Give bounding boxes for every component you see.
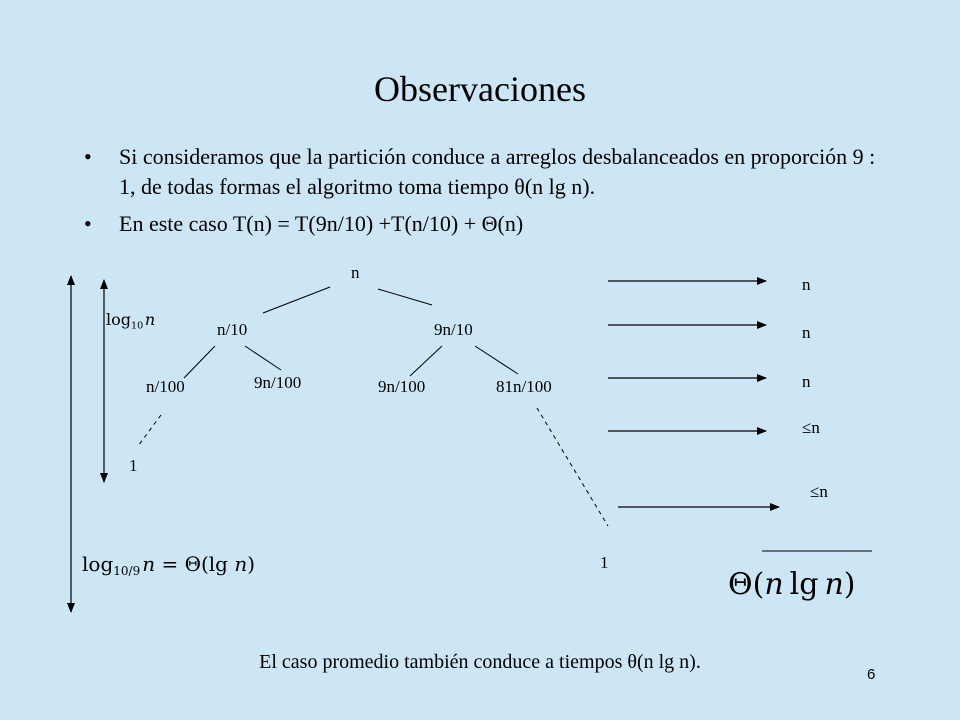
total-suffix: ) <box>843 567 856 602</box>
bullet-text: En este caso T(n) = T(9n/10) +T(n/10) + Θ(n) <box>119 211 524 236</box>
log-base: 10/9 <box>113 564 141 579</box>
bullet-symbol: • <box>84 211 92 236</box>
long-height-label <box>82 552 255 578</box>
level-cost-3: n <box>802 372 811 391</box>
edge-right-left <box>410 346 442 376</box>
total-var1: n <box>764 567 784 602</box>
edge-root-left <box>263 287 330 313</box>
tree-node-n-over-10: n/10 <box>217 320 248 339</box>
footer-note: El caso promedio también conduce a tiempos θ(n lg n). <box>259 651 701 673</box>
tree-node-9n-over-100-right: 9n/100 <box>378 377 426 396</box>
log-text: log <box>106 310 131 329</box>
tree-node-9n-over-10: 9n/10 <box>434 320 473 339</box>
log-var: n <box>144 310 156 329</box>
slide-title: Observaciones <box>374 69 586 109</box>
level-cost-1: n <box>802 275 811 294</box>
tree-leaf-left: 1 <box>129 456 138 475</box>
total-prefix: Θ( <box>728 567 765 602</box>
level-cost-2: n <box>802 323 811 342</box>
tree-node-81n-over-100: 81n/100 <box>496 377 552 396</box>
tree-leaf-right: 1 <box>600 553 609 572</box>
page-number: 6 <box>867 666 876 683</box>
bullet-text: Si consideramos que la partición conduce a arreglos desbalanceados en proporción 9 : 1, de todas formas el algoritmo toma tiempo θ(n lg n). <box>119 144 876 199</box>
theta-text: = Θ(lg <box>155 552 235 576</box>
log-base: 10 <box>131 320 144 332</box>
edge-right-right <box>475 346 518 374</box>
total-lg: lg <box>789 567 819 602</box>
total-var2: n <box>824 567 844 602</box>
short-height-label <box>106 310 155 331</box>
log-text: log <box>82 552 114 576</box>
level-cost-4: ≤n <box>802 418 820 437</box>
bullet-symbol: • <box>84 144 92 169</box>
tree-node-n-over-100: n/100 <box>146 377 185 396</box>
dashed-path-right <box>537 408 608 526</box>
theta-close: ) <box>247 552 256 576</box>
tree-root-node: n <box>351 263 360 282</box>
dashed-path-left <box>138 415 161 446</box>
edge-left-left <box>184 346 215 378</box>
total-cost-label <box>728 567 856 602</box>
edge-left-right <box>245 346 281 370</box>
theta-var: n <box>234 552 248 576</box>
level-cost-5: ≤n <box>810 482 828 501</box>
edge-root-right <box>378 289 432 305</box>
tree-node-9n-over-100-left: 9n/100 <box>254 373 302 392</box>
log-var: n <box>142 552 156 576</box>
